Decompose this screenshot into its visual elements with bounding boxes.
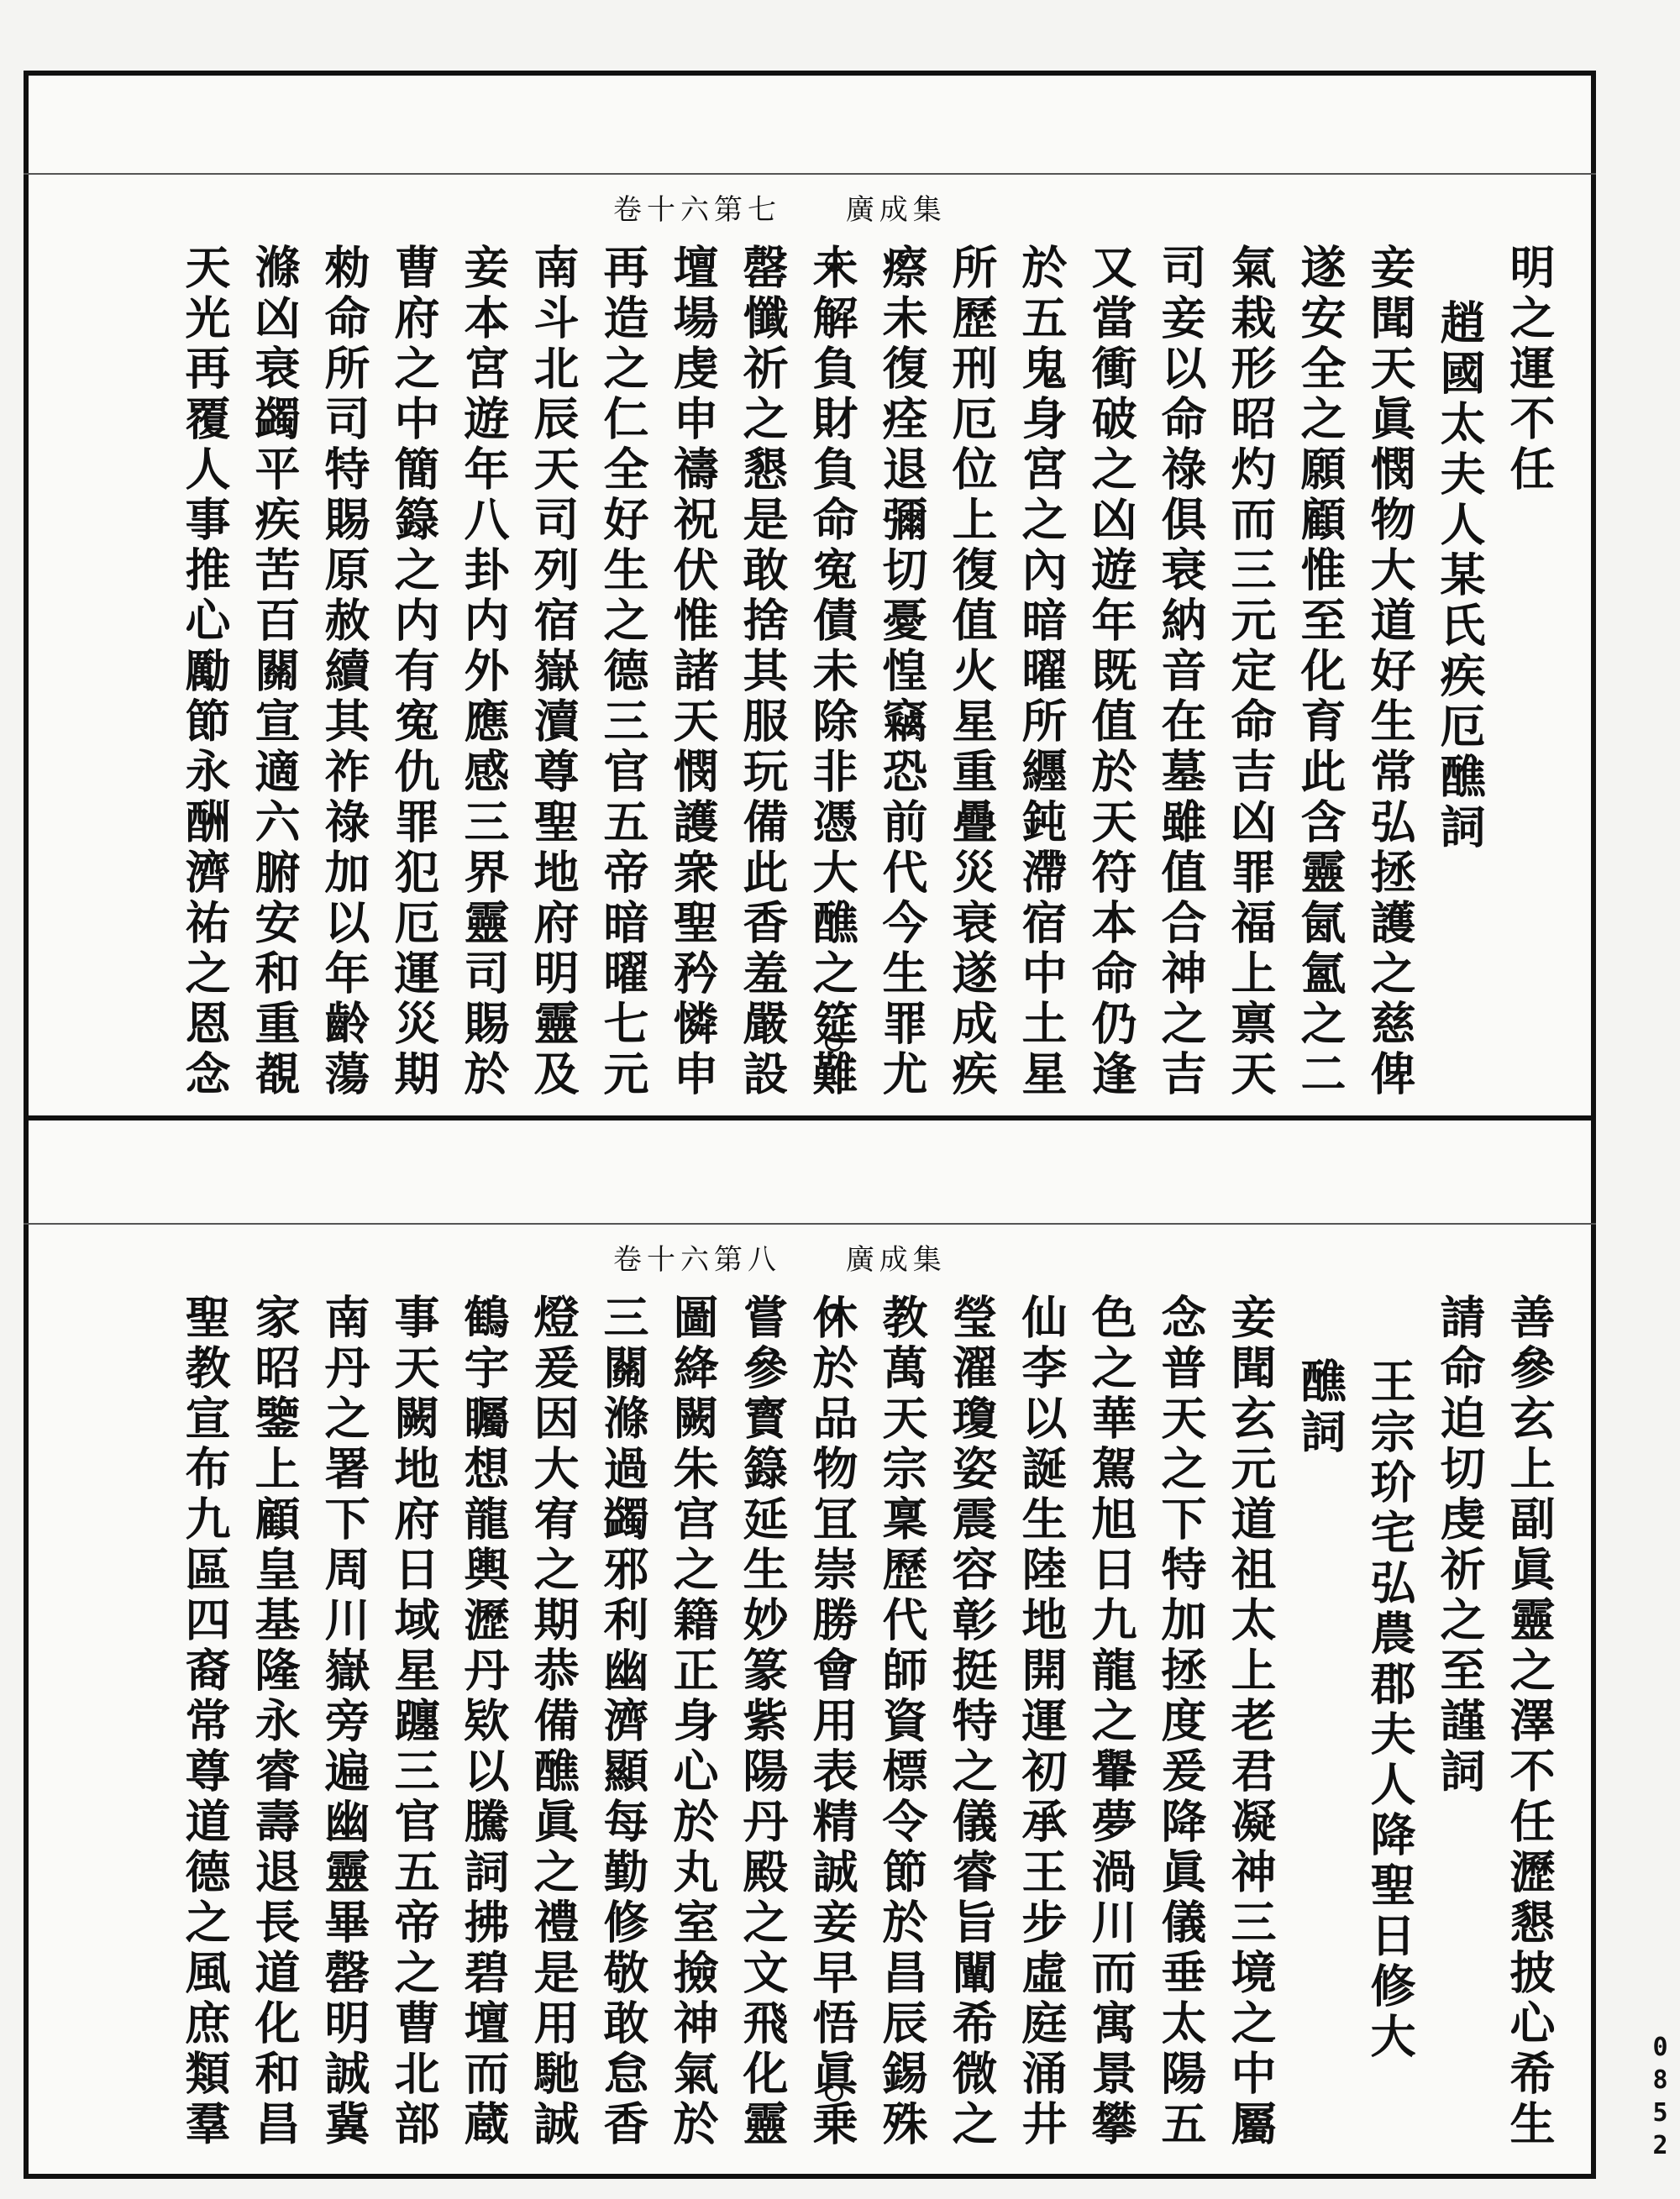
bottom-column-9: 瑩濯瓊姿震容彰挺特之儀睿旨闡希微之 — [945, 1294, 999, 2150]
top-column-8: 於五鬼身宮之內暗曜所纒鈍滯宿中土星 — [1015, 244, 1068, 1100]
top-column-13: 壇場虔申禱祝伏惟諸天憫護衆聖矜憐申 — [666, 244, 720, 1100]
bottom-column-17: 事天闕地府日域星躔三官五帝之曹北部 — [387, 1294, 441, 2150]
bottom-column-5: 妾聞玄元道祖太上老君凝神三境之中屬 — [1224, 1294, 1278, 2150]
top-column-4: 遂安全之願顧惟至化育此含靈氤氳之二 — [1294, 244, 1347, 1100]
top-column-16: 妾本宮遊年八卦内外應感三界靈司賜於 — [457, 244, 511, 1100]
top-column-1: 明之運不任 — [1503, 244, 1557, 496]
top-header-volume: 廣成集 — [845, 193, 947, 227]
top-page-header — [613, 186, 947, 228]
top-column-11: 未解負財負命寃債未除非憑大醮之筵難 — [806, 244, 859, 1100]
bottom-header-rule — [24, 1223, 1596, 1225]
bottom-column-13: 圖絳闕朱宫之籍正身心於丸室撿神氣於 — [666, 1294, 720, 2150]
bottom-column-20: 聖教宣布九區四裔常尊道德之風庶類羣 — [178, 1294, 232, 2150]
bottom-column-12: 嘗參寳籙延生妙篆紫陽丹殿之文飛化靈 — [736, 1294, 790, 2150]
bottom-column-10: 教萬天宗稟歷代師資標令節於昌辰錫殊 — [875, 1294, 929, 2150]
bottom-column-11: 休於品物冝崇勝會用表精誠妾早悟眞乗 — [806, 1294, 859, 2150]
bottom-column-8: 仙李以誕生陸地開運初承王步虛庭涌井 — [1015, 1294, 1068, 2150]
top-column-15: 南斗北辰天司列宿嶽瀆尊聖地府明靈及 — [527, 244, 580, 1100]
top-column-18: 勑命所司特賜原赦續其祚祿加以年齡蕩 — [318, 244, 371, 1100]
bottom-column-7: 色之華駕旭日九龍之轝夢渦川而寓景攀 — [1084, 1294, 1138, 2150]
bottom-punctuation-circle-2 — [825, 2083, 843, 2102]
top-column-7: 又當衝破之凶遊年既值於天符本命仍逢 — [1084, 244, 1138, 1100]
bottom-header-juan: 卷十六第八 — [613, 1243, 781, 1277]
bottom-column-6: 念普天之下特加拯度爰降眞儀垂太陽五 — [1154, 1294, 1208, 2150]
top-column-3: 妾聞天眞憫物大道好生常弘拯護之慈俾 — [1363, 244, 1417, 1100]
bottom-page-header — [613, 1236, 947, 1278]
bottom-column-1: 善參玄上副眞靈之澤不任瀝懇披心希生 — [1503, 1294, 1557, 2150]
top-column-9: 所歷刑厄位上復值火星重疊災衰遂成疾 — [945, 244, 999, 1100]
bottom-column-18: 南丹之署下周川嶽旁遍幽靈畢罄明誠冀 — [318, 1294, 371, 2150]
top-column-5: 氣栽形昭灼而三元定命吉凶罪福上禀天 — [1224, 244, 1278, 1100]
bottom-column-2: 請命迫切虔祈之至謹詞 — [1433, 1294, 1487, 1798]
top-column-20: 天光再覆人事推心勵節永酬濟祐之恩念 — [178, 244, 232, 1100]
top-punctuation-circle-2 — [825, 1033, 843, 1052]
top-column-6: 司妾以命祿俱衰納音在墓雖值合神之吉 — [1154, 244, 1208, 1100]
top-column-2: 趙國太夫人某氏疾厄醮詞 — [1433, 299, 1487, 853]
bottom-column-19: 家昭鑒上顧皇基隆永睿壽退長道化和昌 — [248, 1294, 302, 2150]
top-column-19: 滌凶衰蠲平疾苦百關宣適六腑安和重覩 — [248, 244, 302, 1100]
top-header-rule — [24, 173, 1596, 175]
top-column-12: 罄懺祈之懇是敢捨其服玩備此香羞嚴設 — [736, 244, 790, 1100]
bottom-punctuation-circle-1 — [825, 1304, 843, 1322]
bottom-header-volume: 廣成集 — [845, 1243, 947, 1277]
top-punctuation-circle-1 — [825, 254, 843, 272]
bottom-column-3: 王宗玠宅弘農郡夫人降聖日修大 — [1363, 1357, 1417, 2063]
top-column-10: 瘵未復痊退彌切憂惶竊恐前代今生罪尤 — [875, 244, 929, 1100]
bottom-column-14: 三關滌過蠲邪利幽濟顯每勤修敬敢怠香 — [596, 1294, 650, 2150]
bottom-column-16: 鶴宇矚想龍輿瀝丹欵以騰詞拂碧壇而蔵 — [457, 1294, 511, 2150]
bottom-column-15: 燈爰因大宥之期恭備醮眞之禮是用馳誠 — [527, 1294, 580, 2150]
top-column-14: 再造之仁全好生之德三官五帝暗曜七元 — [596, 244, 650, 1100]
page-number: 0852 — [1646, 2033, 1675, 2164]
top-header-juan: 卷十六第七 — [613, 193, 781, 227]
half-page-divider — [24, 1115, 1596, 1120]
top-column-17: 曹府之中簡籙之内有寃仇罪犯厄運災期 — [387, 244, 441, 1100]
bottom-column-4: 醮詞 — [1294, 1357, 1347, 1458]
